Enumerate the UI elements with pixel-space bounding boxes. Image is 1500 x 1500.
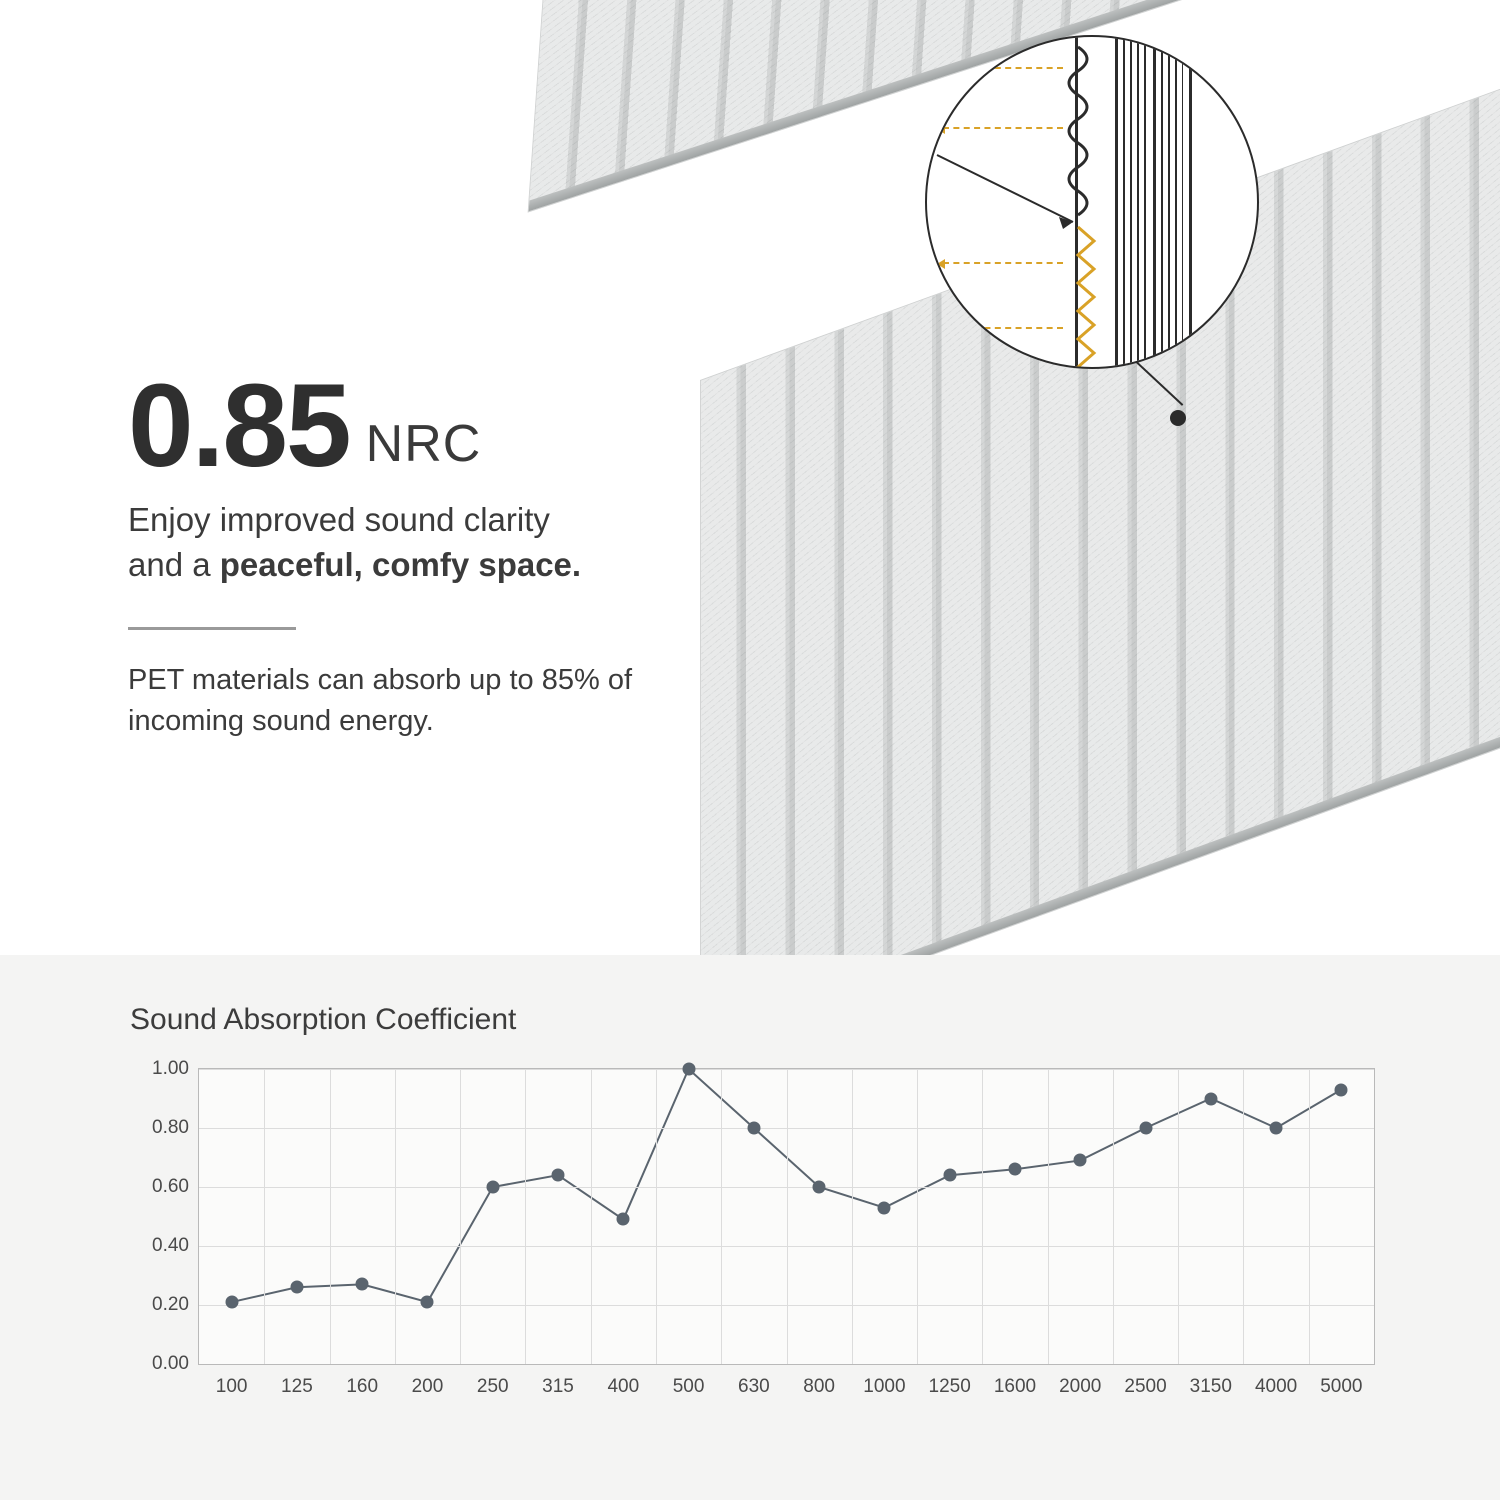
chart-gridline-vertical (1309, 1069, 1310, 1364)
chart-y-tick-label: 0.00 (152, 1353, 189, 1374)
chart-gridline-vertical (1113, 1069, 1114, 1364)
chart-gridline-vertical (917, 1069, 918, 1364)
absorber-wave-profile (927, 37, 1257, 367)
chart-gridline-vertical (525, 1069, 526, 1364)
chart-x-tick-label: 5000 (1320, 1376, 1363, 1397)
chart-gridline-vertical (330, 1069, 331, 1364)
chart-x-tick-label: 250 (476, 1376, 509, 1397)
chart-data-point (1139, 1122, 1152, 1135)
nrc-row (128, 360, 768, 492)
chart-gridline-vertical (656, 1069, 657, 1364)
chart-gridline-vertical (1048, 1069, 1049, 1364)
chart-x-tick-label: 2000 (1059, 1376, 1102, 1397)
chart-data-point (682, 1063, 695, 1076)
subnote-line-2: incoming sound energy. (128, 704, 434, 737)
tagline-line-1: Enjoy improved sound clarity (128, 501, 550, 539)
subnote-line-1: PET materials can absorb up to 85% of (128, 664, 633, 697)
chart-gridline-horizontal (199, 1187, 1374, 1188)
chart-gridline-vertical (852, 1069, 853, 1364)
chart-data-point (356, 1278, 369, 1291)
chart-data-point (421, 1296, 434, 1309)
chart-data-point (1074, 1154, 1087, 1167)
chart-x-tick-label: 800 (803, 1376, 835, 1397)
chart-x-tick-label: 3150 (1189, 1376, 1232, 1397)
chart-x-tick-label: 500 (672, 1376, 705, 1397)
chart-title: Sound Absorption Coefficient (130, 1003, 517, 1036)
tagline-line-2-plain: and a (128, 545, 220, 583)
tagline-line-2-bold: peaceful, comfy space. (219, 545, 582, 583)
hero-tagline (128, 498, 768, 587)
chart-data-point (290, 1281, 303, 1294)
cross-section-magnifier (925, 35, 1259, 369)
chart-gridline-vertical (1178, 1069, 1179, 1364)
chart-x-tick-label: 4000 (1254, 1376, 1298, 1397)
hero-text-block (128, 360, 768, 741)
chart-x-tick-label: 315 (542, 1376, 574, 1397)
chart-x-tick-label: 100 (215, 1376, 248, 1397)
chart-data-point (617, 1213, 630, 1226)
tagline-line-2 (128, 543, 768, 588)
chart-data-point (878, 1201, 891, 1214)
chart-data-point (1270, 1122, 1283, 1135)
chart-y-tick-label: 1.00 (152, 1058, 189, 1079)
chart-data-point (552, 1169, 565, 1182)
callout-anchor-dot (1170, 410, 1186, 426)
text-divider (128, 627, 296, 630)
chart-gridline-vertical (1243, 1069, 1244, 1364)
chart-x-tick-label: 125 (281, 1376, 313, 1397)
chart-y-tick-label: 0.80 (152, 1117, 189, 1138)
chart-data-point (1204, 1092, 1217, 1105)
chart-gridline-vertical (982, 1069, 983, 1364)
chart-section (0, 955, 1500, 1500)
chart-x-tick-label: 200 (411, 1376, 444, 1397)
chart-gridline-vertical (787, 1069, 788, 1364)
chart-x-tick-label: 160 (346, 1376, 379, 1397)
chart-data-point (747, 1122, 760, 1135)
chart-gridline-vertical (721, 1069, 722, 1364)
chart-gridline-horizontal (199, 1246, 1374, 1247)
chart-y-tick-label: 0.40 (152, 1235, 189, 1256)
chart-gridline-horizontal (199, 1305, 1374, 1306)
chart-x-tick-label: 630 (738, 1376, 770, 1397)
chart-gridline-vertical (395, 1069, 396, 1364)
chart-y-tick-label: 0.60 (152, 1176, 189, 1197)
magnifier-layers (927, 37, 1257, 367)
chart-data-point (225, 1296, 238, 1309)
chart-gridline-vertical (460, 1069, 461, 1364)
chart-x-tick-label: 1600 (993, 1376, 1037, 1397)
chart-data-point (1008, 1163, 1021, 1176)
chart-plot-area (152, 1058, 1375, 1397)
chart-gridline-vertical (264, 1069, 265, 1364)
chart-data-point (1335, 1083, 1348, 1096)
chart-plot-wrapper (130, 1060, 1375, 1405)
chart-x-tick-label: 1250 (928, 1376, 971, 1397)
nrc-label: NRC (365, 415, 482, 474)
chart-data-point (943, 1169, 956, 1182)
chart-x-tick-label: 1000 (863, 1376, 906, 1397)
chart-x-tick-label: 400 (607, 1376, 640, 1397)
chart-gridline-horizontal (199, 1069, 1374, 1070)
chart-data-point (813, 1181, 826, 1194)
hero-subnote (128, 660, 768, 741)
chart-x-tick-label: 2500 (1124, 1376, 1167, 1397)
chart-data-point (486, 1181, 499, 1194)
chart-gridline-vertical (591, 1069, 592, 1364)
chart-y-tick-label: 0.20 (152, 1294, 189, 1315)
nrc-value: 0.85 (128, 360, 350, 492)
chart-gridline-horizontal (199, 1128, 1374, 1129)
